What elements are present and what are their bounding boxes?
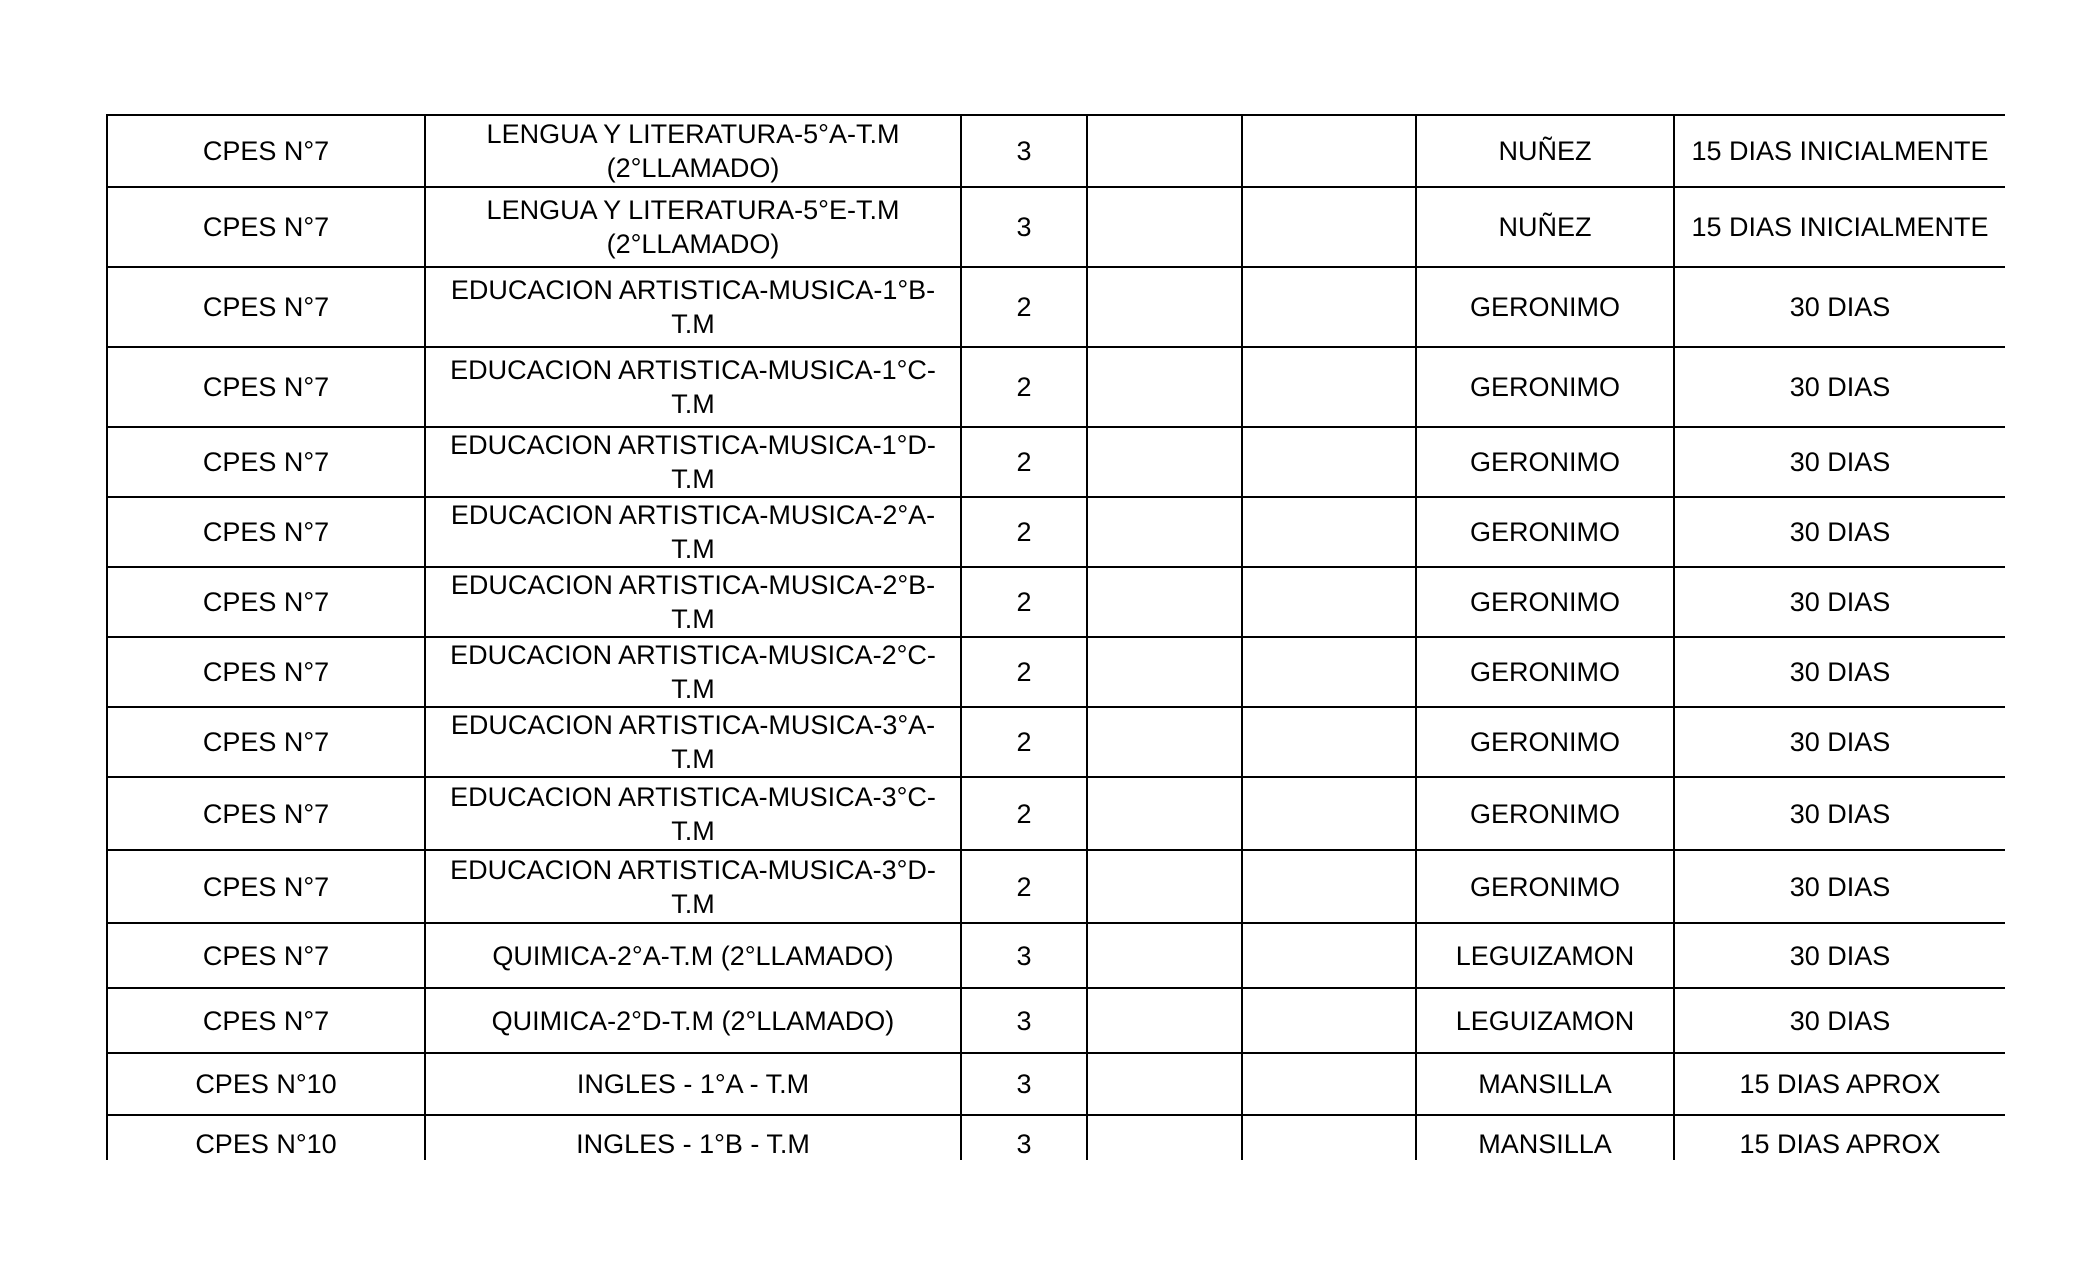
school-cell: CPES N°7 [107, 923, 425, 988]
empty-cell [1087, 707, 1242, 777]
empty-cell [1242, 707, 1416, 777]
hours-cell: 2 [961, 777, 1087, 850]
empty-cell [1087, 187, 1242, 267]
hours-cell: 3 [961, 988, 1087, 1053]
hours-cell: 2 [961, 497, 1087, 567]
subject-cell: EDUCACION ARTISTICA-MUSICA-3°D-T.M [425, 850, 961, 923]
school-cell: CPES N°7 [107, 988, 425, 1053]
table-row [107, 115, 2005, 187]
empty-cell [1242, 497, 1416, 567]
subject-cell: EDUCACION ARTISTICA-MUSICA-2°A-T.M [425, 497, 961, 567]
teacher-cell: GERONIMO [1416, 267, 1674, 347]
table-row [107, 187, 2005, 267]
duration-cell: 15 DIAS APROX [1674, 1115, 2005, 1160]
subject-cell: EDUCACION ARTISTICA-MUSICA-3°C-T.M [425, 777, 961, 850]
teacher-cell: MANSILLA [1416, 1053, 1674, 1115]
table-row [107, 347, 2005, 427]
school-cell: CPES N°7 [107, 497, 425, 567]
vacancies-table [106, 114, 2005, 1160]
hours-cell: 2 [961, 707, 1087, 777]
subject-cell: EDUCACION ARTISTICA-MUSICA-1°B-T.M [425, 267, 961, 347]
empty-cell [1242, 567, 1416, 637]
table-row [107, 637, 2005, 707]
hours-cell: 3 [961, 923, 1087, 988]
school-cell: CPES N°7 [107, 567, 425, 637]
school-cell: CPES N°7 [107, 347, 425, 427]
school-cell: CPES N°7 [107, 637, 425, 707]
empty-cell [1087, 567, 1242, 637]
subject-cell: EDUCACION ARTISTICA-MUSICA-1°D-T.M [425, 427, 961, 497]
subject-cell: LENGUA Y LITERATURA-5°A-T.M (2°LLAMADO) [425, 115, 961, 187]
duration-cell: 30 DIAS [1674, 347, 2005, 427]
duration-cell: 30 DIAS [1674, 923, 2005, 988]
duration-cell: 30 DIAS [1674, 777, 2005, 850]
hours-cell: 2 [961, 267, 1087, 347]
hours-cell: 3 [961, 1053, 1087, 1115]
empty-cell [1087, 637, 1242, 707]
empty-cell [1242, 777, 1416, 850]
school-cell: CPES N°7 [107, 707, 425, 777]
duration-cell: 30 DIAS [1674, 707, 2005, 777]
empty-cell [1242, 637, 1416, 707]
subject-cell: LENGUA Y LITERATURA-5°E-T.M (2°LLAMADO) [425, 187, 961, 267]
empty-cell [1087, 777, 1242, 850]
table-row [107, 988, 2005, 1053]
empty-cell [1087, 1053, 1242, 1115]
empty-cell [1242, 427, 1416, 497]
table-row [107, 567, 2005, 637]
teacher-cell: LEGUIZAMON [1416, 988, 1674, 1053]
subject-cell: EDUCACION ARTISTICA-MUSICA-3°A-T.M [425, 707, 961, 777]
teacher-cell: GERONIMO [1416, 347, 1674, 427]
duration-cell: 30 DIAS [1674, 988, 2005, 1053]
table-row [107, 497, 2005, 567]
hours-cell: 2 [961, 347, 1087, 427]
duration-cell: 30 DIAS [1674, 637, 2005, 707]
empty-cell [1242, 267, 1416, 347]
subject-cell: INGLES - 1°A - T.M [425, 1053, 961, 1115]
school-cell: CPES N°7 [107, 187, 425, 267]
teacher-cell: LEGUIZAMON [1416, 923, 1674, 988]
school-cell: CPES N°7 [107, 267, 425, 347]
school-cell: CPES N°7 [107, 427, 425, 497]
hours-cell: 2 [961, 427, 1087, 497]
empty-cell [1242, 850, 1416, 923]
empty-cell [1087, 347, 1242, 427]
hours-cell: 2 [961, 850, 1087, 923]
hours-cell: 3 [961, 187, 1087, 267]
duration-cell: 30 DIAS [1674, 427, 2005, 497]
duration-cell: 30 DIAS [1674, 567, 2005, 637]
teacher-cell: GERONIMO [1416, 567, 1674, 637]
subject-cell: EDUCACION ARTISTICA-MUSICA-2°B-T.M [425, 567, 961, 637]
empty-cell [1242, 923, 1416, 988]
teacher-cell: GERONIMO [1416, 850, 1674, 923]
empty-cell [1242, 115, 1416, 187]
teacher-cell: GERONIMO [1416, 637, 1674, 707]
hours-cell: 2 [961, 567, 1087, 637]
teacher-cell: MANSILLA [1416, 1115, 1674, 1160]
subject-cell: INGLES - 1°B - T.M [425, 1115, 961, 1160]
empty-cell [1087, 427, 1242, 497]
table-row [107, 427, 2005, 497]
hours-cell: 3 [961, 1115, 1087, 1160]
table-row [107, 267, 2005, 347]
table-row [107, 777, 2005, 850]
table-row [107, 923, 2005, 988]
empty-cell [1087, 497, 1242, 567]
empty-cell [1242, 988, 1416, 1053]
table-row [107, 1053, 2005, 1115]
table-row [107, 707, 2005, 777]
table-row [107, 1115, 2005, 1160]
duration-cell: 30 DIAS [1674, 850, 2005, 923]
subject-cell: EDUCACION ARTISTICA-MUSICA-2°C-T.M [425, 637, 961, 707]
school-cell: CPES N°7 [107, 850, 425, 923]
subject-cell: QUIMICA-2°A-T.M (2°LLAMADO) [425, 923, 961, 988]
school-cell: CPES N°10 [107, 1115, 425, 1160]
empty-cell [1087, 115, 1242, 187]
empty-cell [1242, 1115, 1416, 1160]
teacher-cell: GERONIMO [1416, 777, 1674, 850]
empty-cell [1087, 1115, 1242, 1160]
duration-cell: 15 DIAS INICIALMENTE [1674, 115, 2005, 187]
empty-cell [1242, 187, 1416, 267]
duration-cell: 15 DIAS INICIALMENTE [1674, 187, 2005, 267]
empty-cell [1087, 850, 1242, 923]
teacher-cell: GERONIMO [1416, 427, 1674, 497]
school-cell: CPES N°7 [107, 115, 425, 187]
empty-cell [1242, 1053, 1416, 1115]
hours-cell: 3 [961, 115, 1087, 187]
teacher-cell: GERONIMO [1416, 497, 1674, 567]
duration-cell: 30 DIAS [1674, 497, 2005, 567]
table-row [107, 850, 2005, 923]
school-cell: CPES N°10 [107, 1053, 425, 1115]
subject-cell: EDUCACION ARTISTICA-MUSICA-1°C-T.M [425, 347, 961, 427]
school-cell: CPES N°7 [107, 777, 425, 850]
empty-cell [1087, 267, 1242, 347]
hours-cell: 2 [961, 637, 1087, 707]
document-page [106, 114, 2005, 1160]
duration-cell: 15 DIAS APROX [1674, 1053, 2005, 1115]
teacher-cell: NUÑEZ [1416, 115, 1674, 187]
empty-cell [1242, 347, 1416, 427]
duration-cell: 30 DIAS [1674, 267, 2005, 347]
subject-cell: QUIMICA-2°D-T.M (2°LLAMADO) [425, 988, 961, 1053]
teacher-cell: GERONIMO [1416, 707, 1674, 777]
empty-cell [1087, 988, 1242, 1053]
empty-cell [1087, 923, 1242, 988]
teacher-cell: NUÑEZ [1416, 187, 1674, 267]
